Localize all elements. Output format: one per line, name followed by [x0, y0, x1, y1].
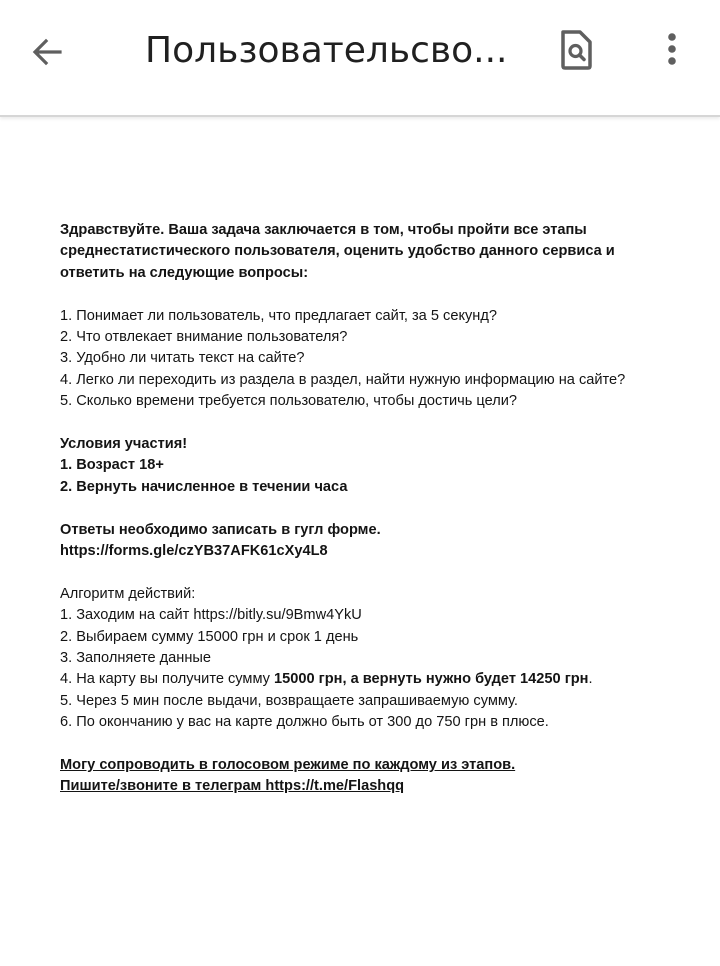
intro-line: ответить на следующие вопросы: [60, 264, 309, 281]
algorithm-step: 3. Заполняете данные [60, 650, 212, 667]
back-button[interactable] [28, 32, 68, 72]
find-in-page-icon [556, 28, 596, 72]
intro-paragraph [60, 220, 680, 284]
more-options-button[interactable] [660, 30, 684, 70]
algorithm-section [60, 584, 680, 734]
more-vert-icon [660, 30, 684, 70]
document-title: Пользовательсво... [145, 30, 508, 71]
algorithm-step [60, 669, 680, 690]
algorithm-step: 2. Выбираем сумму 15000 грн и срок 1 день [60, 628, 359, 645]
find-in-page-button[interactable] [556, 28, 596, 72]
algorithm-step: 1. Заходим на сайт https://bitly.su/9Bmw4YkU [60, 607, 362, 624]
contact-line: Могу сопроводить в голосовом режиме по каждому из этапов. [60, 757, 516, 774]
question-item: 5. Сколько времени требуется пользователю, чтобы достичь цели? [60, 393, 518, 410]
intro-line: среднестатистического пользователя, оценить удобство данного сервиса и [60, 243, 615, 260]
question-item: 3. Удобно ли читать текст на сайте? [60, 350, 305, 367]
algorithm-step: 5. Через 5 мин после выдачи, возвращаете запрашиваемую сумму. [60, 692, 518, 709]
contact-section [60, 755, 680, 798]
step-text: . [588, 671, 593, 688]
arrow-back-icon [28, 32, 68, 72]
question-item: 1. Понимает ли пользователь, что предлагает сайт, за 5 секунд? [60, 307, 497, 324]
telegram-link[interactable]: Пишите/звоните в телеграм https://t.me/Flashqq [60, 778, 405, 795]
intro-line: Здравствуйте. Ваша задача заключается в том, чтобы пройти все этапы [60, 222, 587, 238]
condition-item: 1. Возраст 18+ [60, 457, 164, 474]
conditions-section [60, 434, 680, 498]
answers-section [60, 520, 680, 563]
question-item: 2. Что отвлекает внимание пользователя? [60, 329, 348, 346]
step-bold-text: 15000 грн, а вернуть нужно будет 14250 грн [274, 671, 589, 688]
conditions-title: Условия участия! [60, 436, 188, 453]
algorithm-title: Алгоритм действий: [60, 585, 196, 602]
condition-item: 2. Вернуть начисленное в течении часа [60, 478, 348, 495]
answers-form-link[interactable]: https://forms.gle/czYB37AFK61cXy4L8 [60, 543, 328, 560]
questions-list [60, 306, 680, 413]
answers-note: Ответы необходимо записать в гугл форме. [60, 521, 381, 538]
step-text: 4. На карту вы получите сумму [60, 671, 275, 688]
question-item: 4. Легко ли переходить из раздела в раздел, найти нужную информацию на сайте? [60, 371, 626, 388]
algorithm-step: 6. По окончанию у вас на карте должно быть от 300 до 750 грн в плюсе. [60, 714, 549, 731]
document-body [60, 220, 680, 798]
app-bar [0, 0, 720, 117]
